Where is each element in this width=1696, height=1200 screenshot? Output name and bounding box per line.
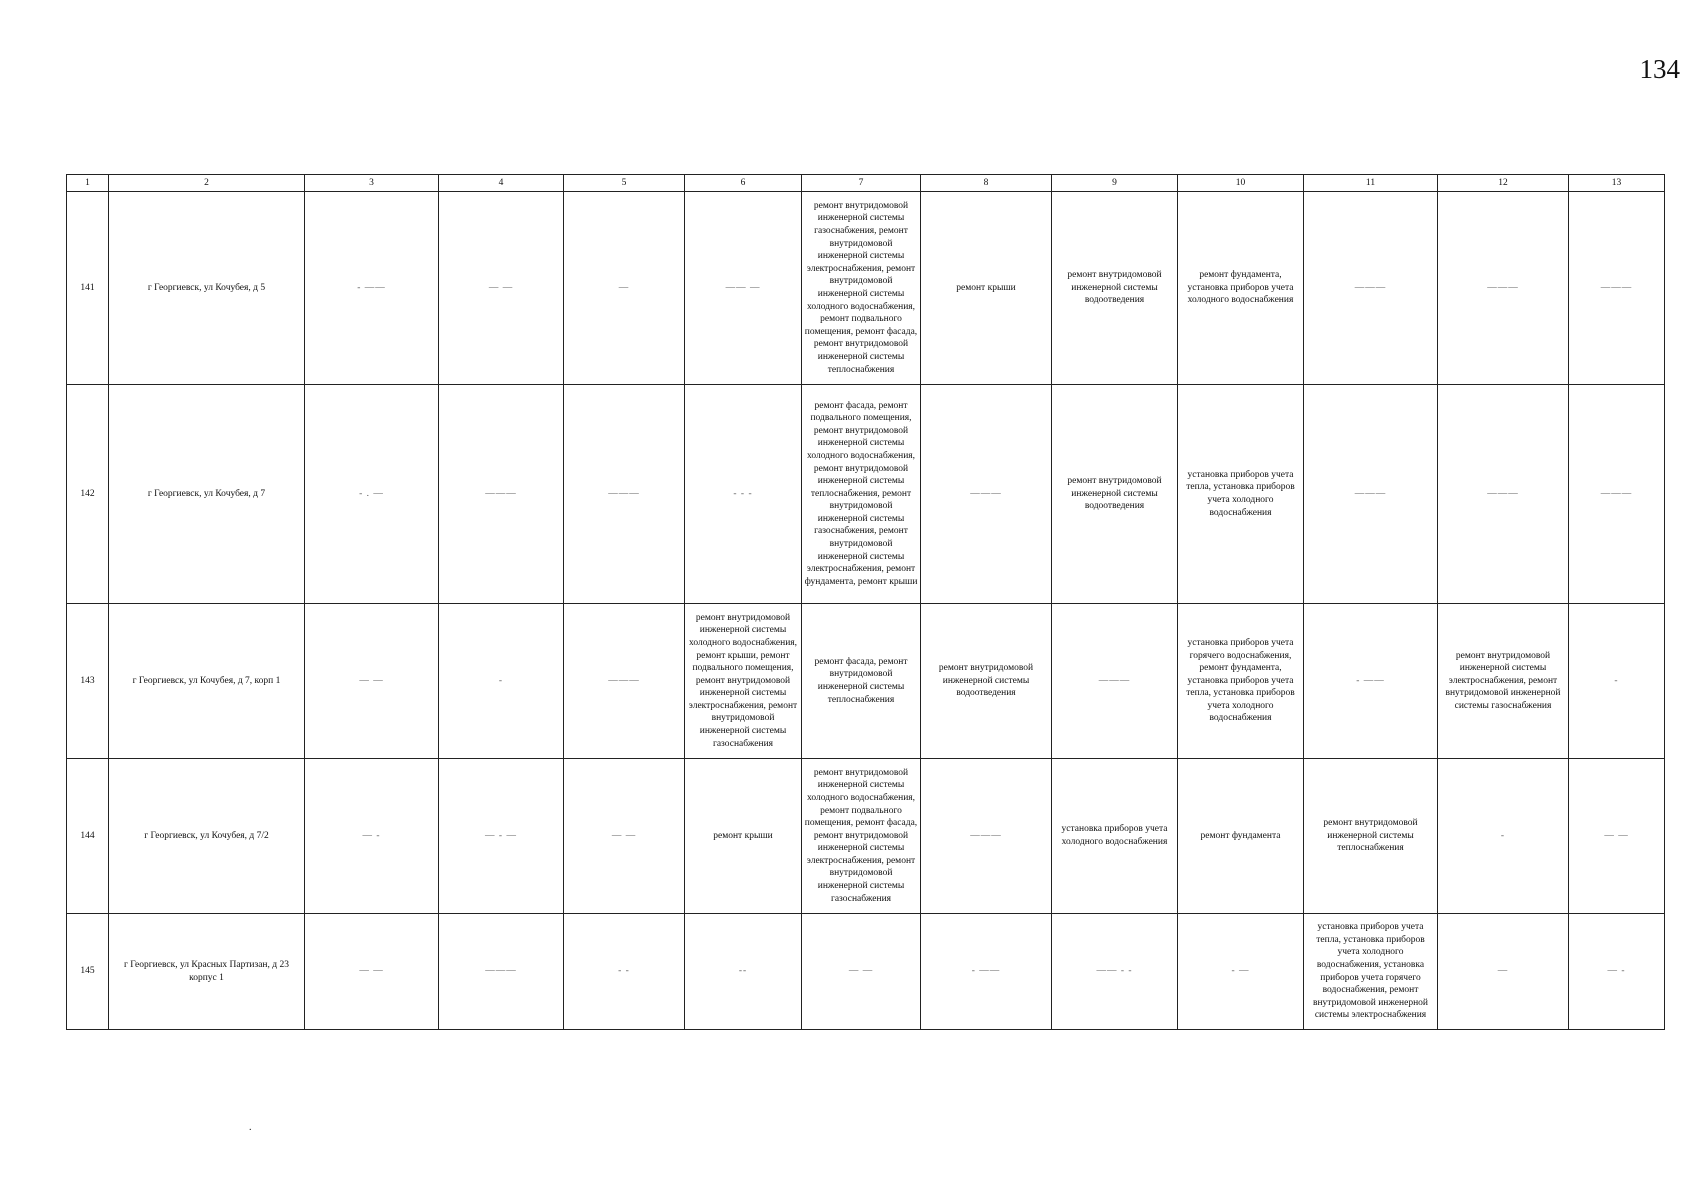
address-cell: г Георгиевск, ул Кочубея, д 7 bbox=[109, 385, 305, 604]
table-cell: — - — bbox=[439, 759, 564, 914]
table-cell: —— — bbox=[685, 192, 802, 385]
column-number: 9 bbox=[1052, 175, 1178, 192]
table-cell: - - bbox=[564, 914, 685, 1030]
row-number: 143 bbox=[67, 604, 109, 759]
table-cell: ремонт крыши bbox=[685, 759, 802, 914]
table-cell: ремонт внутридомовой инженерной системы газоснабжения, ремонт внутридомовой инженерной системы электроснабжения, ремонт внутридомовой инженерной системы холодного водоснабжения, ремонт подвального помещения, ремонт фасада, ремонт внутридомовой инженерной системы теплоснабжения bbox=[802, 192, 921, 385]
table-cell: — - bbox=[305, 759, 439, 914]
table-cell: ремонт внутридомовой инженерной системы водоотведения bbox=[1052, 385, 1178, 604]
column-number: 2 bbox=[109, 175, 305, 192]
table-cell: - - - bbox=[685, 385, 802, 604]
table-cell: ——— bbox=[921, 385, 1052, 604]
table-cell: — — bbox=[439, 192, 564, 385]
table-cell: ——— bbox=[1304, 192, 1438, 385]
table-cell: — bbox=[1438, 914, 1569, 1030]
column-number: 7 bbox=[802, 175, 921, 192]
table-row bbox=[67, 914, 1665, 1030]
column-number: 4 bbox=[439, 175, 564, 192]
table-cell: — — bbox=[802, 914, 921, 1030]
column-number: 8 bbox=[921, 175, 1052, 192]
table-cell: установка приборов учета тепла, установка приборов учета холодного водоснабжения, установка приборов учета горячего водоснабжения, ремонт внутридомовой инженерной системы электроснабжения bbox=[1304, 914, 1438, 1030]
address-cell: г Георгиевск, ул Кочубея, д 5 bbox=[109, 192, 305, 385]
table-cell: —— - - bbox=[1052, 914, 1178, 1030]
table-cell: ——— bbox=[439, 385, 564, 604]
address-cell: г Георгиевск, ул Кочубея, д 7, корп 1 bbox=[109, 604, 305, 759]
table-cell: - bbox=[439, 604, 564, 759]
table-cell: ——— bbox=[1438, 192, 1569, 385]
table-cell: ремонт фасада, ремонт подвального помещения, ремонт внутридомовой инженерной системы холодного водоснабжения, ремонт внутридомовой инженерной системы теплоснабжения, ремонт внутридомовой инженерной системы газоснабжения, ремонт внутридомовой инженерной системы электроснабжения, ремонт фундамента, ремонт крыши bbox=[802, 385, 921, 604]
row-number: 141 bbox=[67, 192, 109, 385]
table-cell: ремонт внутридомовой инженерной системы водоотведения bbox=[1052, 192, 1178, 385]
scan-speck: . bbox=[249, 1122, 252, 1133]
table-cell: ——— bbox=[1052, 604, 1178, 759]
table-cell: установка приборов учета тепла, установка приборов учета холодного водоснабжения bbox=[1178, 385, 1304, 604]
row-number: 142 bbox=[67, 385, 109, 604]
column-number: 1 bbox=[67, 175, 109, 192]
table-cell: - —— bbox=[305, 192, 439, 385]
table-cell: ремонт внутридомовой инженерной системы водоотведения bbox=[921, 604, 1052, 759]
column-number: 10 bbox=[1178, 175, 1304, 192]
address-cell: г Георгиевск, ул Красных Партизан, д 23 корпус 1 bbox=[109, 914, 305, 1030]
table-cell: ——— bbox=[1569, 385, 1665, 604]
repair-schedule-table bbox=[66, 174, 1665, 1030]
table-row bbox=[67, 385, 1665, 604]
table-cell: ремонт фундамента, установка приборов учета холодного водоснабжения bbox=[1178, 192, 1304, 385]
table-row bbox=[67, 604, 1665, 759]
table-cell: ——— bbox=[564, 385, 685, 604]
column-number: 12 bbox=[1438, 175, 1569, 192]
table-cell: ——— bbox=[921, 759, 1052, 914]
table-cell: ——— bbox=[564, 604, 685, 759]
column-number: 6 bbox=[685, 175, 802, 192]
table-cell: ——— bbox=[439, 914, 564, 1030]
table-cell: — — bbox=[564, 759, 685, 914]
address-cell: г Георгиевск, ул Кочубея, д 7/2 bbox=[109, 759, 305, 914]
column-number: 3 bbox=[305, 175, 439, 192]
table-cell: установка приборов учета холодного водоснабжения bbox=[1052, 759, 1178, 914]
table-cell: установка приборов учета горячего водоснабжения, ремонт фундамента, установка приборов учета тепла, установка приборов учета холодного водоснабжения bbox=[1178, 604, 1304, 759]
table-cell: ——— bbox=[1304, 385, 1438, 604]
table-cell: — — bbox=[305, 914, 439, 1030]
table-cell: - —— bbox=[921, 914, 1052, 1030]
column-number: 11 bbox=[1304, 175, 1438, 192]
table-cell: ремонт внутридомовой инженерной системы теплоснабжения bbox=[1304, 759, 1438, 914]
table-cell: - bbox=[1438, 759, 1569, 914]
table-cell: ремонт крыши bbox=[921, 192, 1052, 385]
table-cell: ремонт внутридомовой инженерной системы электроснабжения, ремонт внутридомовой инженерной системы газоснабжения bbox=[1438, 604, 1569, 759]
table-cell: - bbox=[1569, 604, 1665, 759]
page-number: 134 bbox=[1639, 54, 1680, 84]
table-cell: - —— bbox=[1304, 604, 1438, 759]
column-number: 5 bbox=[564, 175, 685, 192]
table-cell: — - bbox=[1569, 914, 1665, 1030]
table-cell: - . — bbox=[305, 385, 439, 604]
table-cell: ремонт фундамента bbox=[1178, 759, 1304, 914]
column-number: 13 bbox=[1569, 175, 1665, 192]
table-cell: — — bbox=[305, 604, 439, 759]
table-cell: ремонт внутридомовой инженерной системы холодного водоснабжения, ремонт подвального помещения, ремонт фасада, ремонт внутридомовой инженерной системы электроснабжения, ремонт внутридомовой инженерной системы газоснабжения bbox=[802, 759, 921, 914]
table-cell: — bbox=[564, 192, 685, 385]
table-cell: ——— bbox=[1438, 385, 1569, 604]
table-row bbox=[67, 759, 1665, 914]
row-number: 145 bbox=[67, 914, 109, 1030]
row-number: 144 bbox=[67, 759, 109, 914]
table-cell: - — bbox=[1178, 914, 1304, 1030]
table-cell: ——— bbox=[1569, 192, 1665, 385]
table-row bbox=[67, 192, 1665, 385]
column-number-row bbox=[67, 175, 1665, 192]
table-cell: ремонт фасада, ремонт внутридомовой инженерной системы теплоснабжения bbox=[802, 604, 921, 759]
table-cell: — — bbox=[1569, 759, 1665, 914]
table-cell: ремонт внутридомовой инженерной системы холодного водоснабжения, ремонт крыши, ремонт подвального помещения, ремонт внутридомовой инженерной системы электроснабжения, ремонт внутридомовой инженерной системы газоснабжения bbox=[685, 604, 802, 759]
table-cell: -- bbox=[685, 914, 802, 1030]
